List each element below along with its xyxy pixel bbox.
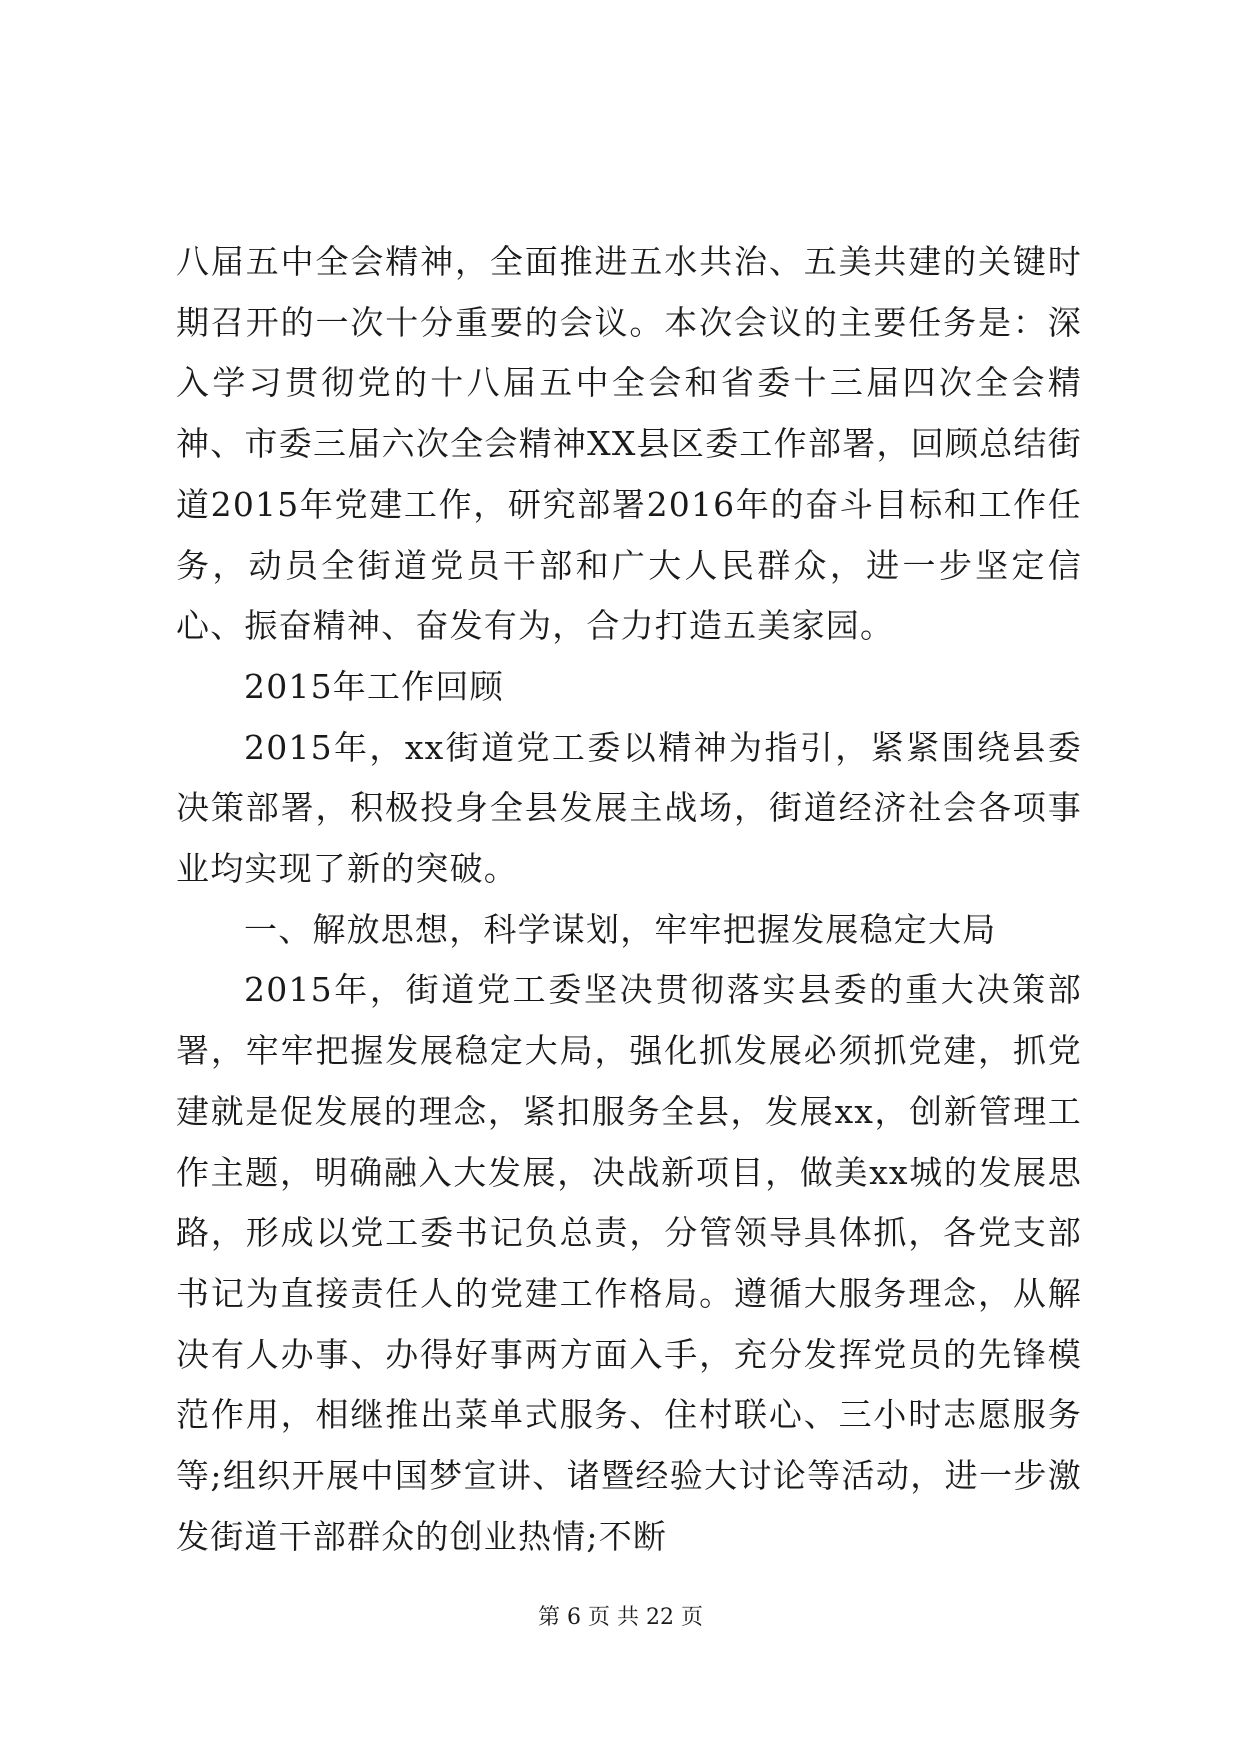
section-heading-2015-review: 2015年工作回顾 — [244, 666, 504, 706]
document-body — [176, 232, 1082, 1567]
page-footer: 第 6 页 共 22 页 — [538, 1605, 703, 1630]
section-heading-one: 一、解放思想，科学谋划，牢牢把握发展稳定大局 — [244, 909, 997, 949]
paragraph-intro-continuation: 八届五中全会精神，全面推进五水共治、五美共建的关键时期召开的一次十分重要的会议。本次会议的主要任务是：深入学习贯彻党的十八届五中全会和省委十三届四次全会精神、市委三届六次全会精神XX县区委工作部署，回顾总结街道2015年党建工作，研究部署2016年的奋斗目标和工作任务，动员全街道党员干部和广大人民群众，进一步坚定信心、振奋精神、奋发有为，合力打造五美家园。 — [176, 242, 1082, 646]
paragraph-section-one-body: 2015年，街道党工委坚决贯彻落实县委的重大决策部署，牢牢把握发展稳定大局，强化抓发展必须抓党建，抓党建就是促发展的理念，紧扣服务全县，发展xx，创新管理工作主题，明确融入大发展，决战新项目，做美xx城的发展思路，形成以党工委书记负总责，分管领导具体抓，各党支部书记为直接责任人的党建工作格局。遵循大服务理念，从解决有人办事、办得好事两方面入手，充分发挥党员的先锋模范作用，相继推出菜单式服务、住村联心、三小时志愿服务等;组织开展中国梦宣讲、诸暨经验大讨论等活动，进一步激发街道干部群众的创业热情;不断 — [176, 970, 1082, 1556]
paragraph-2015-summary: 2015年，xx街道党工委以精神为指引，紧紧围绕县委决策部署，积极投身全县发展主战场，街道经济社会各项事业均实现了新的突破。 — [176, 727, 1082, 889]
